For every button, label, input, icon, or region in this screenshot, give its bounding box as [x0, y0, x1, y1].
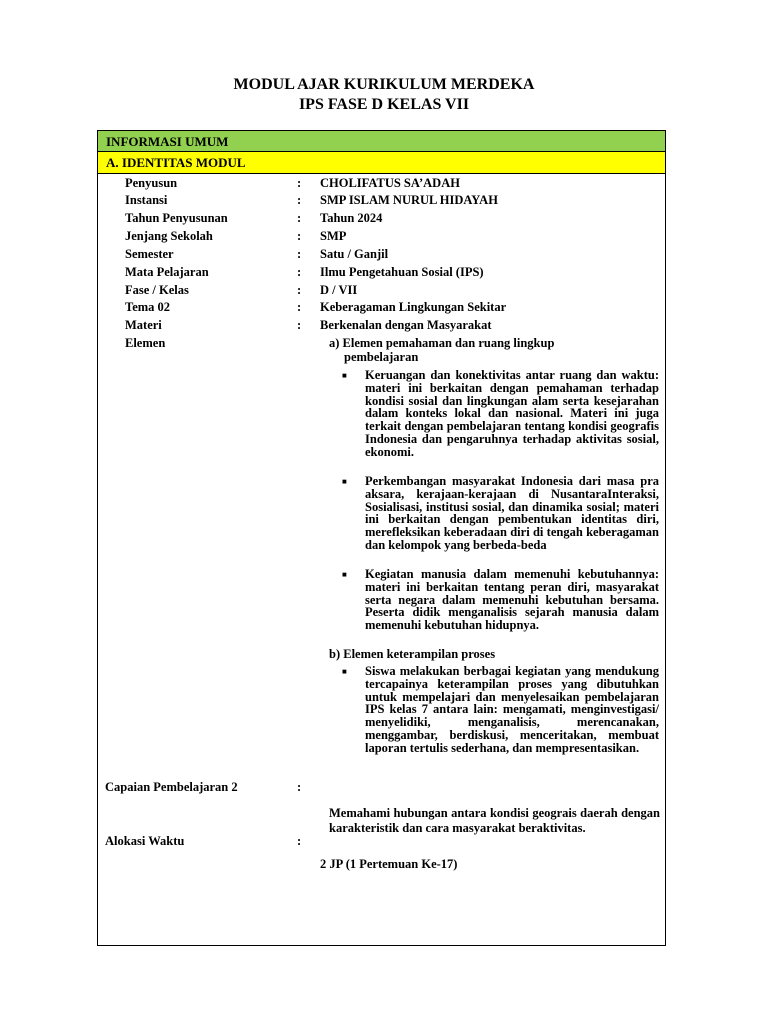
field-colon: : — [297, 193, 302, 207]
field-label-materi: Materi — [125, 318, 162, 332]
bullet-icon: ■ — [342, 667, 347, 676]
field-value-fase: D / VII — [320, 283, 358, 297]
field-colon: : — [297, 176, 302, 190]
bullet-icon: ■ — [342, 570, 347, 579]
field-colon: : — [297, 265, 302, 279]
field-label-semester: Semester — [125, 247, 174, 261]
elemen-b-heading: b) Elemen keterampilan proses — [329, 647, 496, 661]
elemen-a-heading: a) Elemen pemahaman dan ruang lingkup — [329, 336, 555, 350]
elemen-b-bullet-1: Siswa melakukan berbagai kegiatan yang mendukung tercapainya keterampilan proses yang dibutuhkan untuk mempelajari dan menyelesaikan pembelajaran IPS kelas 7 antara lain: mengamati, menginvestigasi/ menyelidiki, menganalisis, merencanakan, menggambar, berdiskusi, menceritakan, membuat laporan tertulis sederhana, dan mempresentasikan. — [365, 664, 659, 755]
section-header-identitas-modul: A. IDENTITAS MODUL — [98, 152, 665, 174]
field-label-fase: Fase / Kelas — [125, 283, 189, 297]
bullet-icon: ■ — [342, 371, 347, 380]
field-colon: : — [297, 318, 302, 332]
elemen-a-bullet-1: Keruangan dan konektivitas antar ruang dan waktu: materi ini berkaitan dengan pemahaman terhadap kondisi sosial dan lingkungan alam serta kesejarahan dalam konteks lokal dan nasional. Materi ini juga terkait dengan pembelajaran tentang kondisi geografis Indonesia dan pengaruhnya terhadap aktivitas sosial, ekonomi. — [365, 368, 659, 459]
field-colon: : — [297, 283, 302, 297]
field-label-alokasi: Alokasi Waktu — [105, 834, 185, 848]
document-subtitle: IPS FASE D KELAS VII — [298, 96, 470, 113]
elemen-a-heading-cont: pembelajaran — [344, 350, 419, 364]
field-label-jenjang: Jenjang Sekolah — [125, 229, 213, 243]
field-colon: : — [297, 247, 302, 261]
field-value-semester: Satu / Ganjil — [320, 247, 389, 261]
field-colon: : — [297, 834, 302, 848]
field-label-mapel: Mata Pelajaran — [125, 265, 209, 279]
field-value-jenjang: SMP — [320, 229, 347, 243]
field-colon: : — [297, 229, 302, 243]
field-label-tema: Tema 02 — [125, 300, 171, 314]
field-value-materi: Berkenalan dengan Masyarakat — [320, 318, 492, 332]
field-value-penyusun: CHOLIFATUS SA’ADAH — [320, 176, 460, 190]
section-header-informasi-umum: INFORMASI UMUM — [98, 131, 665, 152]
field-value-instansi: SMP ISLAM NURUL HIDAYAH — [320, 193, 498, 207]
field-value-tahun: Tahun 2024 — [320, 211, 383, 225]
elemen-a-bullet-2: Perkembangan masyarakat Indonesia dari masa pra aksara, kerajaan-kerajaan di NusantaraInteraksi, Sosialisasi, institusi sosial, dan dinamika sosial; materi ini berkaitan dengan pembentukan identitas diri, merefleksikan keberadaan diri di tengah keberagaman dan kelompok yang berbeda-beda — [365, 474, 659, 552]
field-colon: : — [297, 211, 302, 225]
field-value-mapel: Ilmu Pengetahuan Sosial (IPS) — [320, 265, 484, 279]
document-title: MODUL AJAR KURIKULUM MERDEKA — [233, 76, 535, 93]
capaian-text: Memahami hubungan antara kondisi geograis daerah dengan karakteristik dan cara masyarakat beraktivitas. — [329, 806, 660, 835]
field-label-instansi: Instansi — [125, 193, 168, 207]
field-label-penyusun: Penyusun — [125, 176, 178, 190]
alokasi-value: 2 JP (1 Pertemuan Ke-17) — [320, 857, 458, 871]
elemen-a-bullet-3: Kegiatan manusia dalam memenuhi kebutuhannya: materi ini berkaitan tentang peran diri, masyarakat serta negara dalam memenuhi kebutuhan bersama. Peserta didik menganalisis sejarah manusia dalam memenuhi kebutuhan hidupnya. — [365, 567, 659, 633]
field-label-tahun: Tahun Penyusunan — [125, 211, 228, 225]
field-value-tema: Keberagaman Lingkungan Sekitar — [320, 300, 507, 314]
field-colon: : — [297, 780, 302, 794]
bullet-icon: ■ — [342, 477, 347, 486]
field-colon: : — [297, 300, 302, 314]
field-label-capaian: Capaian Pembelajaran 2 — [105, 780, 238, 794]
field-label-elemen: Elemen — [125, 336, 166, 350]
